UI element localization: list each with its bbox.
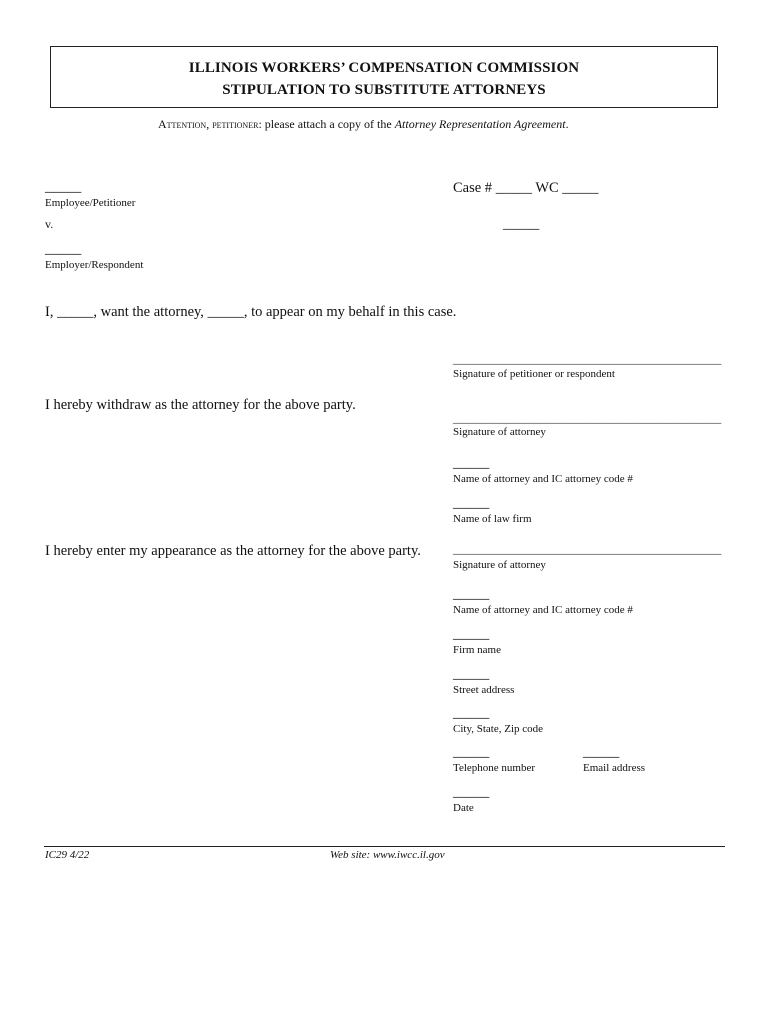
case-number-row — [453, 180, 599, 197]
withdraw-signature-line[interactable]: _____________________________________ — [453, 410, 722, 426]
versus-label: v. — [45, 217, 54, 231]
telephone-field[interactable]: _____ — [453, 744, 490, 760]
withdraw-statement: I hereby withdraw as the attorney for the above party. — [45, 397, 356, 413]
statement-i: I, — [45, 304, 54, 320]
petitioner-signature-label: Signature of petitioner or respondent — [453, 368, 615, 380]
form-title: STIPULATION TO SUBSTITUTE ATTORNEYS — [222, 82, 546, 98]
attention-line — [158, 117, 569, 132]
withdraw-signature-label: Signature of attorney — [453, 426, 546, 438]
enter-signature-label: Signature of attorney — [453, 559, 546, 571]
case-extra-field[interactable]: _____ — [503, 216, 540, 232]
telephone-label: Telephone number — [453, 762, 536, 774]
enter-attorney-name-label: Name of attorney and IC attorney code # — [453, 604, 633, 616]
appointment-statement — [45, 304, 456, 321]
case-label: Case # — [453, 180, 493, 196]
firm-name-field[interactable]: _____ — [453, 626, 490, 642]
employer-field[interactable]: _____ — [45, 241, 82, 257]
attention-end: . — [565, 117, 569, 131]
street-address-field[interactable]: _____ — [453, 666, 490, 682]
attention-doc: Attorney Representation Agreement — [394, 117, 566, 131]
email-label: Email address — [583, 762, 646, 774]
date-field[interactable]: _____ — [453, 784, 490, 800]
commission-title: ILLINOIS WORKERS’ COMPENSATION COMMISSION — [188, 60, 580, 76]
enter-signature-line[interactable]: _____________________________________ — [453, 541, 722, 557]
employee-field[interactable]: _____ — [45, 179, 82, 195]
email-field[interactable]: _____ — [583, 744, 620, 760]
website-link[interactable]: Web site: www.iwcc.il.gov — [330, 849, 445, 861]
case-number-field[interactable]: _____ — [495, 180, 532, 196]
street-address-label: Street address — [453, 684, 515, 696]
wc-number-field[interactable]: _____ — [562, 180, 599, 196]
withdraw-attorney-name-label: Name of attorney and IC attorney code # — [453, 473, 633, 485]
attorney-name-field[interactable]: _____ — [207, 304, 244, 320]
city-state-zip-label: City, State, Zip code — [453, 723, 544, 735]
footer-rule — [44, 846, 725, 847]
petitioner-signature-line[interactable]: _____________________________________ — [453, 351, 722, 367]
date-label: Date — [453, 802, 474, 814]
attention-text: : please attach a copy of the — [258, 117, 395, 131]
form-code: IC29 4/22 — [45, 849, 90, 861]
city-state-zip-field[interactable]: _____ — [453, 705, 490, 721]
statement-mid: , want the attorney, — [93, 304, 204, 320]
employer-label: Employer/Respondent — [45, 259, 144, 271]
statement-end: , to appear on my behalf in this case. — [243, 304, 457, 320]
petitioner-name-field[interactable]: _____ — [57, 304, 94, 320]
firm-name-label: Firm name — [453, 644, 501, 656]
withdraw-law-firm-label: Name of law firm — [453, 513, 532, 525]
attention-label: Attention, petitioner — [158, 117, 259, 131]
employee-label: Employee/Petitioner — [45, 197, 136, 209]
enter-appearance-statement: I hereby enter my appearance as the attorney for the above party. — [45, 543, 421, 559]
withdraw-law-firm-field[interactable]: _____ — [453, 495, 490, 511]
withdraw-attorney-name-field[interactable]: _____ — [453, 455, 490, 471]
wc-label: WC — [535, 180, 559, 196]
title-box — [50, 46, 718, 108]
enter-attorney-name-field[interactable]: _____ — [453, 586, 490, 602]
